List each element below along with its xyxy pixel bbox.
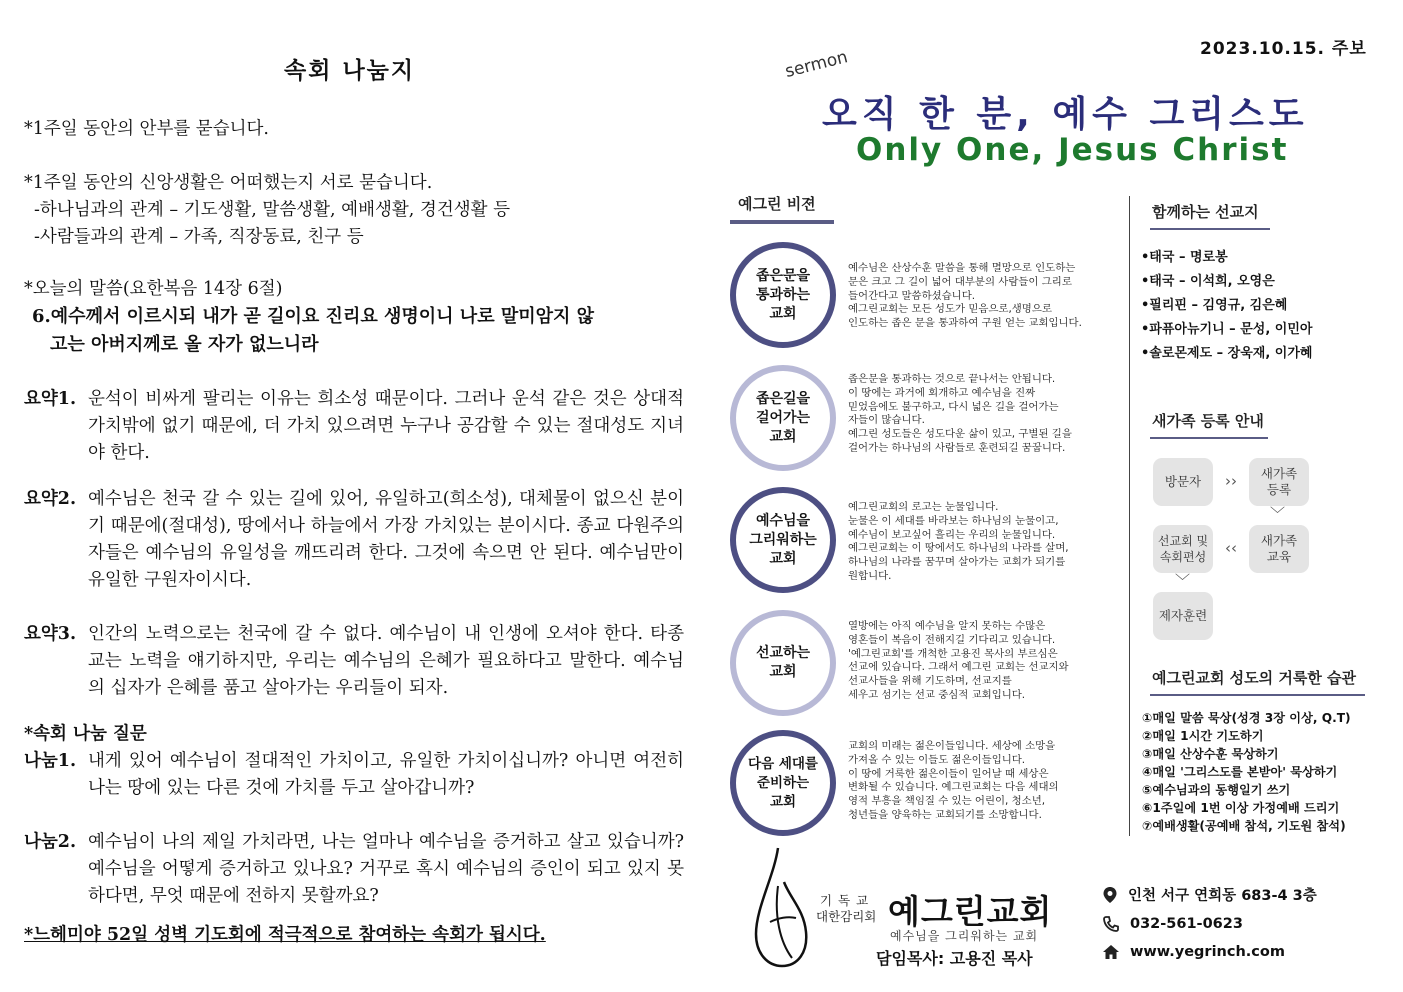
share-text: 예수님이 나의 제일 가치라면, 나는 얼마나 예수님을 증거하고 살고 있습니까? 예수님을 어떻게 증거하고 있나요? 거꾸로 혹시 예수님의 증인이 되고 있지 못하다면, 무엇 때문에 전하지 못할까요? xyxy=(88,832,684,906)
vision-circle xyxy=(730,730,836,836)
missionary-heading-text: 함께하는 선교지 xyxy=(1152,203,1259,221)
bulletin-date: 2023.10.15. 주보 xyxy=(1200,39,1367,59)
vision-1 xyxy=(730,242,1125,352)
vision-2 xyxy=(730,365,1125,475)
list-item: ⑦예배생활(공예배 참석, 기도원 참석) xyxy=(1142,819,1346,833)
phone-row xyxy=(1102,915,1243,933)
vision-heading xyxy=(730,193,834,224)
summary-3 xyxy=(24,621,684,702)
summary-text: 운석이 비싸게 팔리는 이유는 희소성 때문이다. 그러나 운석 같은 것은 상대적 가치밖에 없기 때문에, 더 가치 있으려면 누구나 공감할 수 있는 절대성도 지녀야 한다. xyxy=(88,389,684,463)
vision-circle xyxy=(730,487,836,593)
question-1: *1주일 동안의 안부를 묻습니다. xyxy=(24,119,269,139)
pastor-name: 담임목사: 고용진 목사 xyxy=(876,949,1033,968)
arrow-down-icon: ﹀ xyxy=(1175,572,1191,590)
verse-line-1: 6.예수께서 이르시되 내가 곧 길이요 진리요 생명이니 나로 말미암지 않 xyxy=(32,306,595,327)
heading-underline xyxy=(1150,437,1268,439)
step-register: 새가족 등록 xyxy=(1249,458,1309,506)
habits-heading-text: 예그린교회 성도의 거룩한 습관 xyxy=(1152,669,1357,687)
vision-description: 예수님은 산상수훈 말씀을 통해 멸망으로 인도하는 문은 크고 그 길이 넓어 대부분의 사람들이 그리로 들어간다고 말씀하셨습니다. 예그린교회는 모든 성도가 믿음으로,생명으로 인도하는 좁은 문을 통과하여 구원 얻는 교회입니다. xyxy=(848,262,1082,330)
vision-description: 좁은문을 통과하는 것으로 끝나서는 안됩니다. 이 땅에는 과거에 회개하고 예수님을 진짜 믿었음에도 불구하고, 다시 넓은 길을 걸어가는 자들이 많습니다. 예그린 성도들은 성도다운 삶이 있고, 구별된 길을 걸어가는 하나님의 사람들로 훈련되길 꿈꿉니다. xyxy=(848,373,1072,454)
question-greeting xyxy=(24,116,684,143)
denomination-top: 기독교 xyxy=(820,893,875,908)
closing-section xyxy=(24,922,684,949)
website-text: www.yegrinch.com xyxy=(1130,944,1285,960)
step-education: 새가족 교육 xyxy=(1249,525,1309,573)
arrow-right-icon: ›› xyxy=(1225,472,1237,490)
vision-heading-text: 예그린 비젼 xyxy=(738,195,816,213)
address-row xyxy=(1102,884,1317,905)
tear-drop-logo-icon xyxy=(752,846,812,972)
vision-circle-label: 선교하는 교회 xyxy=(755,645,811,680)
list-item: ②매일 1시간 기도하기 xyxy=(1142,729,1264,743)
vision-circle-label: 다음 세대를 준비하는 교회 xyxy=(748,755,818,810)
share-section xyxy=(24,721,684,802)
habits-list xyxy=(1142,709,1351,835)
vision-circle-label: 예수님을 그리워하는 교회 xyxy=(749,512,817,567)
summary-text: 예수님은 천국 갈 수 있는 길에 있어, 유일하고(희소성), 대체물이 없으신 분이기 때문에(절대성), 땅에서나 하늘에서 가장 가치있는 분이시다. 종교 다원주의자들은 예수님의 유일성을 깨뜨리려 한다. 그것에 속으면 안 된다. 예수님만이 유일한 구원자이시다. xyxy=(88,489,684,590)
word-heading: *오늘의 말씀(요한복음 14장 6절) xyxy=(24,279,283,299)
denomination-bottom: 대한감리회 xyxy=(816,909,877,924)
vision-circle xyxy=(730,242,836,348)
new-family-heading-text: 새가족 등록 안내 xyxy=(1152,412,1264,430)
heading-underline xyxy=(730,220,834,224)
sermon-title-english: Only One, Jesus Christ xyxy=(856,132,1289,168)
address-text: 인천 서구 연희동 683-4 3층 xyxy=(1128,888,1317,904)
vision-5 xyxy=(730,730,1125,840)
summary-label: 요약3. xyxy=(24,624,77,644)
list-item: ③매일 산상수훈 묵상하기 xyxy=(1142,747,1279,761)
question-2: *1주일 동안의 신앙생활은 어떠했는지 서로 묻습니다. xyxy=(24,173,433,193)
list-item: ④매일 '그리스도를 본받아' 묵상하기 xyxy=(1142,765,1338,779)
question-2-god: -하나님과의 관계 – 기도생활, 말씀생활, 예배생활, 경건생활 등 xyxy=(34,200,511,220)
vision-description: 예그린교회의 로고는 눈물입니다. 눈물은 이 세대를 바라보는 하나님의 눈물이고, 예수님이 보고싶어 흘리는 우리의 눈물입니다. 예그린교회는 이 땅에서도 하나님의 나라를 살며, 하나님의 나라를 꿈꾸며 살아가는 교회가 되기를 원합니다. xyxy=(848,501,1069,582)
share-label: 나눔1. xyxy=(24,751,77,771)
missionary-list xyxy=(1141,246,1312,366)
share-text: 내게 있어 예수님이 절대적인 가치이고, 유일한 가치이십니까? 아니면 여전히 나는 땅에 있는 다른 것에 가치를 두고 살아갑니까? xyxy=(88,751,684,798)
list-item: •필리핀 – 김영규, 김은혜 xyxy=(1141,298,1288,313)
website-row xyxy=(1102,944,1285,960)
list-item: ①매일 말씀 묵상(성경 3장 이상, Q.T) xyxy=(1142,711,1351,725)
vision-circle-label: 좁은길을 걸어가는 교회 xyxy=(755,390,811,445)
column-divider xyxy=(1129,196,1130,836)
step-training: 제자훈련 xyxy=(1153,592,1213,640)
step-visitor: 방문자 xyxy=(1153,458,1213,506)
vision-4 xyxy=(730,610,1125,720)
share-heading: *속회 나눔 질문 xyxy=(24,724,147,744)
list-item: •파퓨아뉴기니 – 문성, 이민아 xyxy=(1141,322,1313,337)
arrow-left-icon: ‹‹ xyxy=(1225,539,1237,557)
step-placement: 선교회 및 속회편성 xyxy=(1153,525,1213,573)
summary-label: 요약1. xyxy=(24,389,77,409)
vision-description: 열방에는 아직 예수님을 알지 못하는 수많은 영혼들이 복음이 전해지길 기다리고 있습니다. '예그린교회'를 개척한 고용진 목사의 부르심은 선교에 있습니다. 그래서 예그린 교회는 선교지와 선교사들을 위해 기도하며, 선교지를 세우고 섬기는 선교 중심적 교회입니다. xyxy=(848,620,1069,701)
vision-circle xyxy=(730,610,836,716)
list-item: •태국 – 이석희, 오영은 xyxy=(1141,274,1275,289)
summary-text: 인간의 노력으로는 천국에 갈 수 없다. 예수님이 내 인생에 오셔야 한다. 타종교는 노력을 얘기하지만, 우리는 예수님의 은혜가 필요하다고 말한다. 예수님의 십자가 은혜를 품고 살아가는 우리들이 되자. xyxy=(88,624,684,698)
denomination-label xyxy=(816,893,876,925)
list-item: •태국 – 명로봉 xyxy=(1141,250,1228,265)
today-word-section xyxy=(24,276,684,359)
vision-circle-label: 좁은문을 통과하는 교회 xyxy=(755,267,811,322)
habits-heading xyxy=(1150,667,1365,696)
church-slogan: 예수님을 그리워하는 교회 xyxy=(890,929,1039,943)
faith-life-section xyxy=(24,170,684,251)
home-icon xyxy=(1102,944,1120,960)
church-name: 예그린교회 xyxy=(888,892,1053,931)
phone-text: 032-561-0623 xyxy=(1130,916,1243,932)
vision-circle xyxy=(730,365,836,471)
share-label: 나눔2. xyxy=(24,832,77,852)
arrow-down-icon: ﹀ xyxy=(1270,505,1286,523)
vision-description: 교회의 미래는 젊은이들입니다. 세상에 소망을 가져올 수 있는 이들도 젊은이들입니다. 이 땅에 거룩한 젊은이들이 일어날 때 세상은 변화될 수 있습니다. 예그린교회는 다음 세대의 영적 부흥을 책임질 수 있는 어린이, 청소년, 청년들을 양육하는 교회되기를 소망합니다. xyxy=(848,740,1059,821)
summary-1 xyxy=(24,386,684,467)
sermon-title: 오직 한 분, 예수 그리스도 xyxy=(822,94,1309,135)
verse-line-2: 고는 아버지께로 올 자가 없느니라 xyxy=(50,334,319,355)
phone-icon xyxy=(1102,915,1120,933)
question-2-people: -사람들과의 관계 – 가족, 직장동료, 친구 등 xyxy=(34,227,364,247)
summary-2 xyxy=(24,486,684,594)
list-item: ⑤예수님과의 동행일기 쓰기 xyxy=(1142,783,1291,797)
summary-label: 요약2. xyxy=(24,489,77,509)
list-item: •솔로몬제도 – 장욱재, 이가혜 xyxy=(1141,346,1313,361)
heading-underline xyxy=(1150,228,1270,230)
closing-line: *느헤미야 52일 성벽 기도회에 적극적으로 참여하는 속회가 됩시다. xyxy=(24,925,546,945)
missionary-heading xyxy=(1150,201,1270,230)
share-2 xyxy=(24,829,684,910)
new-family-heading xyxy=(1150,410,1268,439)
page-title: 속회 나눔지 xyxy=(284,58,416,84)
list-item: ⑥1주일에 1번 이상 가정예배 드리기 xyxy=(1142,801,1340,815)
sermon-tag: sermon xyxy=(783,47,850,82)
vision-3 xyxy=(730,487,1125,597)
heading-underline xyxy=(1150,694,1365,696)
location-pin-icon xyxy=(1102,886,1118,904)
